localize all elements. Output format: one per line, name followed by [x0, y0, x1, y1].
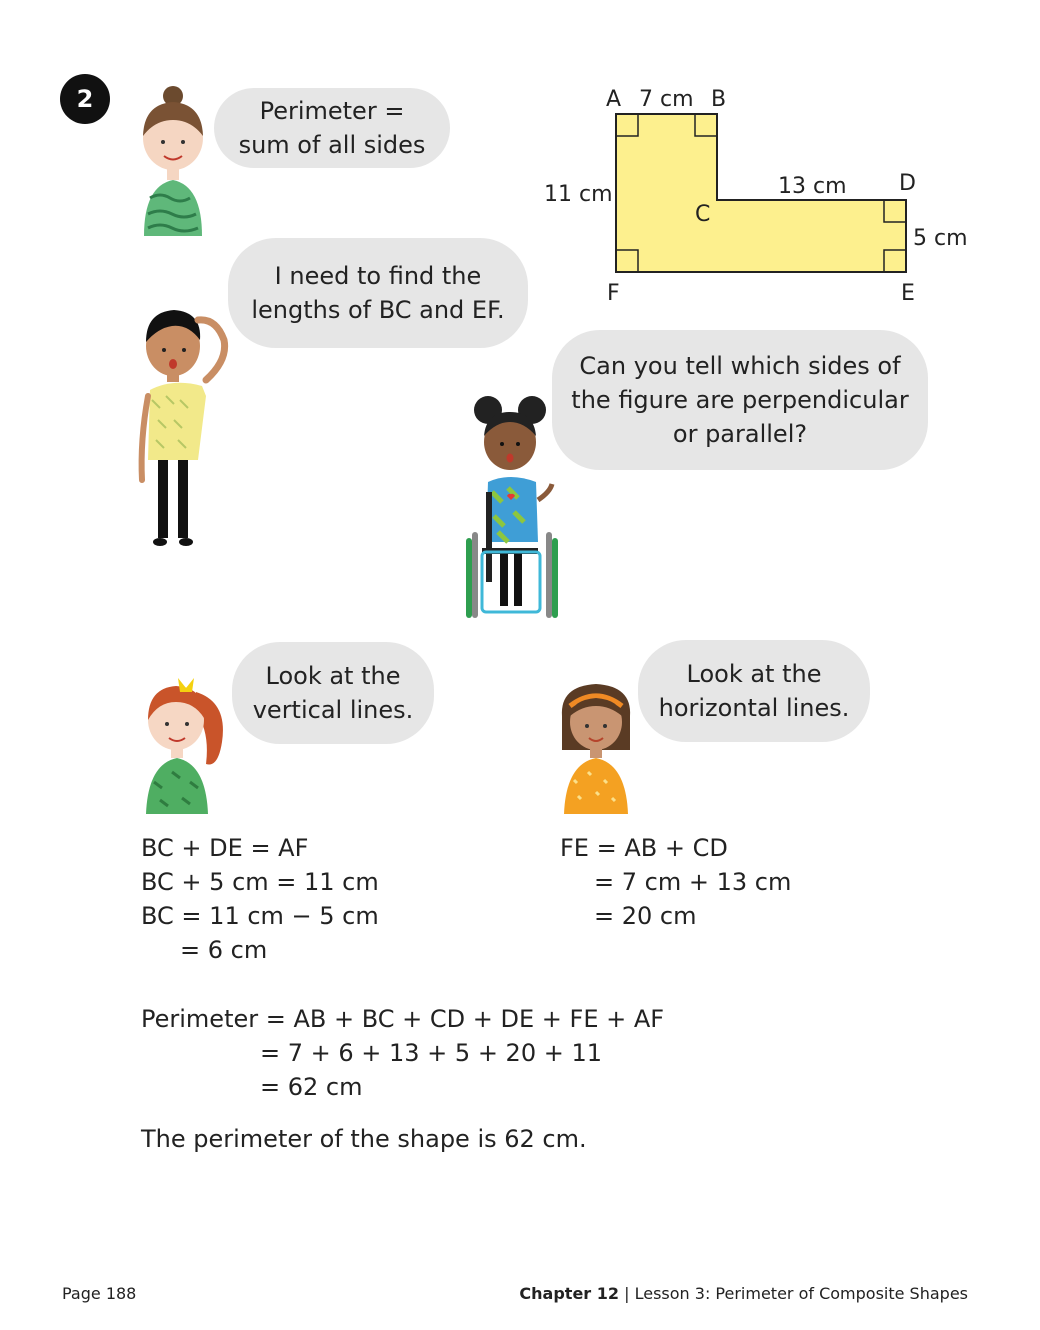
- vertical-work-line-4: = 6 cm: [180, 936, 268, 964]
- page-number: Page 188: [62, 1284, 137, 1303]
- bubble-line: I need to find the: [274, 262, 482, 290]
- length-label-cd: 13 cm: [778, 174, 847, 199]
- speech-bubble-perimeter-definition: [214, 88, 450, 168]
- speech-bubble-horizontal-lines: [638, 640, 870, 742]
- girl-wheelchair-illustration: [460, 392, 564, 622]
- composite-shape-diagram: [540, 78, 980, 308]
- girl-headband-illustration: [556, 676, 636, 814]
- bubble-line: horizontal lines.: [658, 694, 850, 722]
- vertex-label-e: E: [901, 281, 915, 306]
- bubble-line: sum of all sides: [238, 131, 426, 159]
- lesson-label: Lesson 3: Perimeter of Composite Shapes: [634, 1284, 968, 1303]
- footer-separator: |: [624, 1284, 630, 1303]
- problem-number-badge: 2: [60, 74, 110, 124]
- vertex-label-a: A: [606, 87, 622, 112]
- bubble-line: vertical lines.: [252, 696, 414, 724]
- speech-bubble-find-lengths: [228, 238, 528, 348]
- girl-red-hair-illustration: [136, 672, 232, 814]
- horizontal-work-line-3: = 20 cm: [594, 902, 697, 930]
- bubble-line: lengths of BC and EF.: [251, 296, 505, 324]
- vertex-label-b: B: [711, 87, 727, 112]
- horizontal-work-line-2: = 7 cm + 13 cm: [594, 868, 792, 896]
- girl-bun-illustration: [136, 86, 210, 236]
- chapter-lesson-footer: [519, 1284, 968, 1303]
- length-label-de: 5 cm: [913, 226, 968, 251]
- bubble-line: Can you tell which sides of: [579, 352, 901, 380]
- vertical-work-line-3: BC = 11 cm − 5 cm: [141, 902, 379, 930]
- perimeter-work-line-1: Perimeter = AB + BC + CD + DE + FE + AF: [141, 1005, 665, 1033]
- chapter-label: Chapter 12: [519, 1284, 620, 1303]
- vertical-work-line-2: BC + 5 cm = 11 cm: [141, 868, 379, 896]
- perimeter-work-line-3: = 62 cm: [260, 1073, 363, 1101]
- bubble-line: Perimeter =: [259, 97, 405, 125]
- length-label-af: 11 cm: [544, 182, 613, 207]
- vertex-label-f: F: [607, 281, 620, 306]
- horizontal-work-line-1: FE = AB + CD: [560, 834, 728, 862]
- bubble-line: the figure are perpendicular: [571, 386, 909, 414]
- vertex-label-c: C: [695, 202, 711, 227]
- vertex-label-d: D: [899, 171, 916, 196]
- bubble-line: Look at the: [265, 662, 401, 690]
- conclusion-text: The perimeter of the shape is 62 cm.: [141, 1125, 587, 1153]
- boy-thinking-illustration: [136, 300, 232, 550]
- bubble-line: or parallel?: [672, 420, 808, 448]
- speech-bubble-perpendicular-parallel: [552, 330, 928, 470]
- perimeter-work-line-2: = 7 + 6 + 13 + 5 + 20 + 11: [260, 1039, 602, 1067]
- bubble-line: Look at the: [686, 660, 822, 688]
- vertical-work-line-1: BC + DE = AF: [141, 834, 309, 862]
- length-label-ab: 7 cm: [639, 87, 694, 112]
- speech-bubble-vertical-lines: [232, 642, 434, 744]
